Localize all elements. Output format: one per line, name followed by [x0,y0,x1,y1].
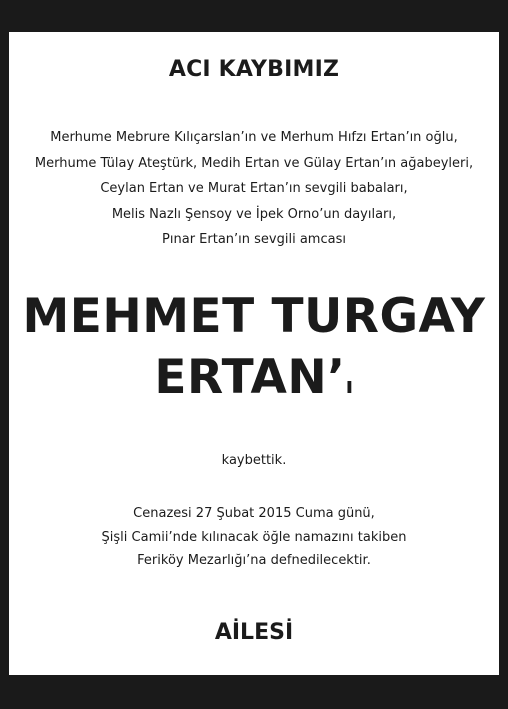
name-line-first: MEHMET TURGAY [22,289,486,344]
relation-line: Merhume Tülay Ateştürk, Medih Ertan ve Gülay Ertan’ın ağabeyleri, [34,155,474,171]
obituary-notice [9,32,499,675]
relation-line: Merhume Mebrure Kılıçarslan’ın ve Merhum Hıfzı Ertan’ın oğlu, [50,130,458,145]
relation-line: Ceylan Ertan ve Murat Ertan’ın sevgili babaları, [100,181,408,196]
notice-heading: ACI KAYBIMIZ [168,57,340,82]
name-line-second [9,347,499,417]
relation-line: Pınar Ertan’ın sevgili amcası [162,232,346,247]
deceased-name [9,286,499,417]
funeral-line: Şişli Camii’nde kılınacak öğle namazını takiben [101,529,407,545]
surname: ERTAN’ [154,350,346,405]
funeral-line: Cenazesi 27 Şubat 2015 Cuma günü, [133,506,375,521]
lost-text: kaybettik. [221,453,287,468]
funeral-line: Feriköy Mezarlığı’na defnedilecektir. [137,553,371,568]
family-signature: AİLESİ [214,620,294,645]
relations-block [9,125,499,253]
funeral-details [9,502,499,573]
surname-suffix: ı [345,374,354,399]
relation-line: Melis Nazlı Şensoy ve İpek Orno’un dayıları, [111,206,397,222]
